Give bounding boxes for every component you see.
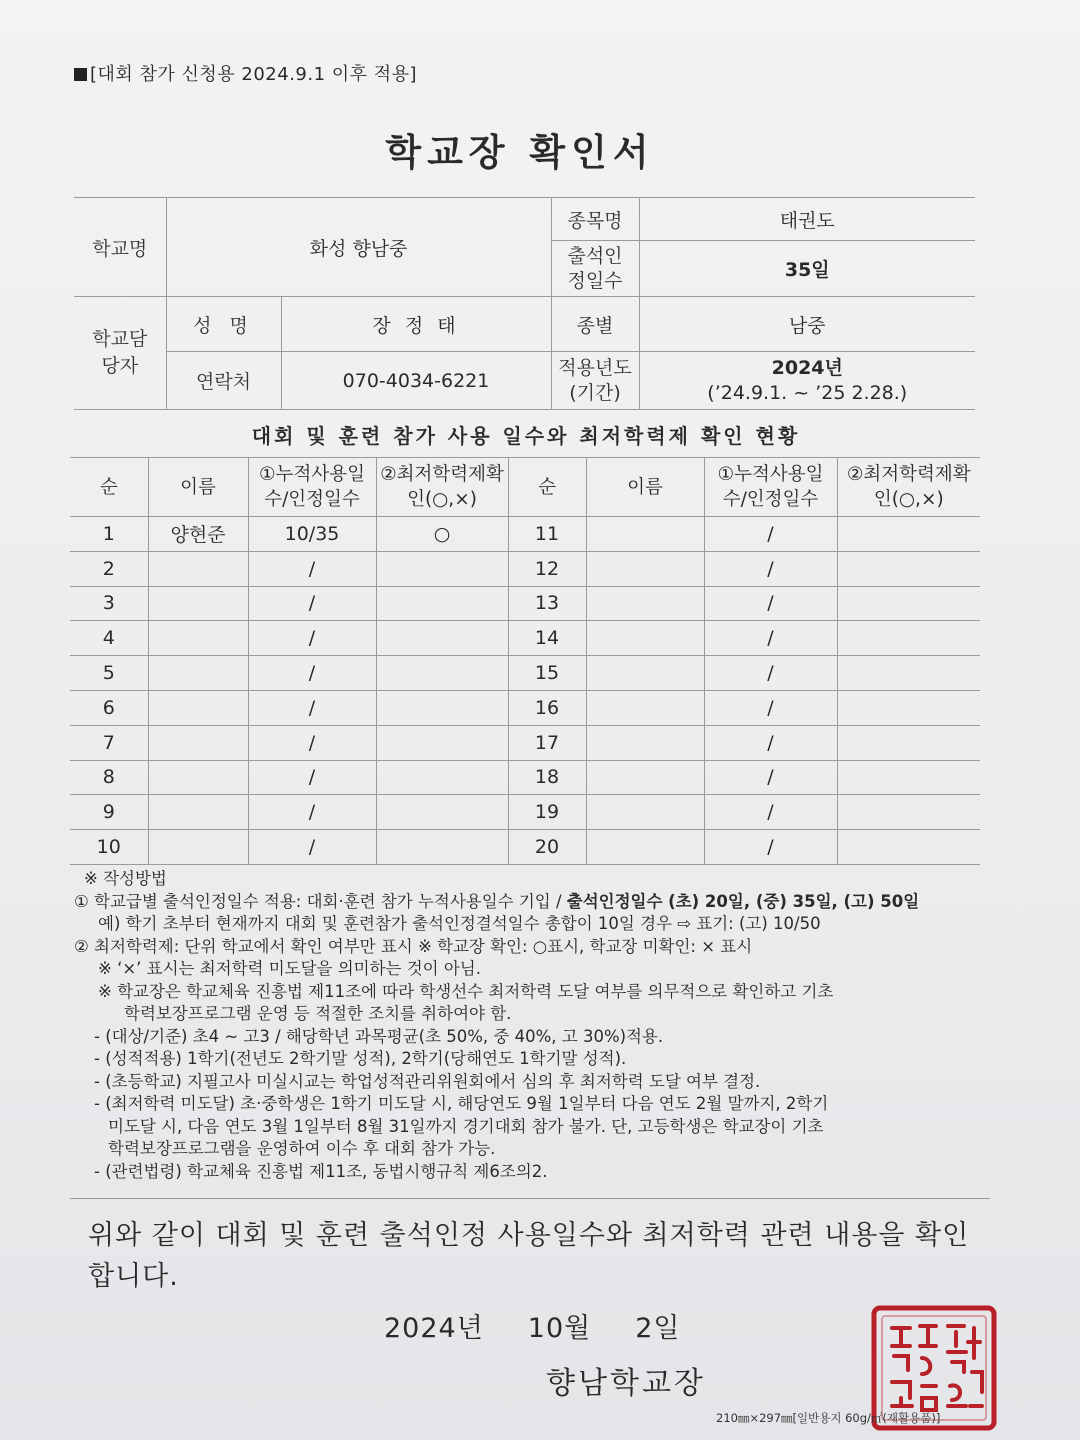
participant-table [70,457,980,865]
row-no: 17 [508,725,586,760]
row-usage: / [704,551,837,586]
table-row [70,517,980,552]
row-usage: / [704,690,837,725]
school-value: 화성 향남중 [166,198,551,297]
row-no: 4 [70,621,148,656]
row-name [586,517,704,552]
attendance-value: 35일 [639,241,975,297]
sport-value: 태권도 [639,198,975,241]
row-name [148,725,248,760]
note-2b: ※ 학교장은 학교체육 진흥법 제11조에 따라 학생선수 최저학력 도달 여부를 의무적으로 확인하고 기초 [98,981,834,1001]
header-note-text: [대회 참가 신청용 2024.9.1 이후 적용] [90,64,418,85]
name-value: 장 정 태 [281,297,551,352]
header-no-left: 순 [70,458,148,517]
row-no: 8 [70,760,148,795]
date-year: 2024년 [384,1313,484,1344]
header-usage-left: ①누적사용일수/인정일수 [248,458,376,517]
note-d4-cont2: 학력보장프로그램을 운영하여 이수 후 대회 참가 가능. [108,1139,496,1158]
row-no: 15 [508,656,586,691]
row-usage: / [704,795,837,830]
note-2: ② 최저학력제: 단위 학교에서 확인 여부만 표시 ※ 학교장 확인: ○표시, 학교장 미확인: × 표시 [74,936,753,956]
table-row [70,725,980,760]
note-2b-cont: 학력보장프로그램 운영 등 적절한 조치를 취하여야 함. [124,1004,512,1023]
table-row [70,830,980,865]
page-title: 학교장 확인서 [385,131,655,174]
row-check [376,551,508,586]
note-d4: - (최저학력 미도달) 초·중학생은 1학기 미도달 시, 해당연도 9월 1일부터 다음 연도 2월 말까지, 2학기 [94,1094,829,1113]
row-name [586,690,704,725]
table-row [70,586,980,621]
row-no: 5 [70,656,148,691]
year-value: 2024년 [771,356,843,379]
period-value: (’24.9.1. ~ ’25 2.28.) [707,381,908,404]
category-value: 남중 [639,297,975,352]
note-d1: - (대상/기준) 초4 ~ 고3 / 해당학년 과목평균(초 50%, 중 40%, 고 30%)적용. [94,1026,664,1046]
row-name [586,830,704,865]
row-name [148,830,248,865]
row-name [586,656,704,691]
row-name [148,586,248,621]
date-line [384,1306,725,1345]
row-check [376,690,508,725]
row-usage: / [704,830,837,865]
row-usage: / [248,725,376,760]
school-label: 학교명 [74,198,166,297]
row-name [586,795,704,830]
table-header-row [70,458,980,517]
row-no: 10 [70,830,148,865]
row-usage: / [248,586,376,621]
row-check [376,656,508,691]
row-no: 2 [70,551,148,586]
row-no: 13 [508,586,586,621]
row-usage: / [704,621,837,656]
row-check [837,551,980,586]
divider [70,1198,990,1199]
row-usage: / [248,690,376,725]
row-no: 14 [508,621,586,656]
row-check [837,621,980,656]
row-name [148,690,248,725]
row-no: 12 [508,551,586,586]
note-1-bold: 출석인정일수 (초) 20일, (중) 35일, (고) 50일 [566,891,920,911]
header-usage-right: ①누적사용일수/인정일수 [704,458,837,517]
row-usage: / [704,656,837,691]
row-check [837,795,980,830]
row-check: ○ [376,517,508,552]
header-note [74,60,417,86]
row-name [148,656,248,691]
row-no: 18 [508,760,586,795]
row-usage: / [248,795,376,830]
row-name [586,586,704,621]
table-row [70,690,980,725]
header-check-right: ②최저학력제확인(○,×) [837,458,980,517]
sport-label: 종목명 [551,198,639,241]
row-no: 16 [508,690,586,725]
note-2a: ※ ‘×’ 표시는 최저학력 미도달을 의미하는 것이 아님. [98,959,481,978]
row-check [837,690,980,725]
row-usage: / [704,586,837,621]
row-check [376,795,508,830]
contact-label: 연락처 [166,352,281,410]
row-no: 19 [508,795,586,830]
row-name [148,551,248,586]
notes-section [74,868,994,1183]
table-body [70,517,980,865]
section-title: 대회 및 훈련 참가 사용 일수와 최저학력제 확인 현황 [251,424,801,448]
contact-value: 070-4034-6221 [281,352,551,410]
note-1: ① 학교급별 출석인정일수 적용: 대회·훈련 참가 누적사용일수 기입 / 출석인정일수 (초) 20일, (중) 35일, (고) 50일 [74,891,920,911]
footer-paper-spec: 210㎜×297㎜[일반용지 60g/㎡(재활용품)] [716,1411,941,1425]
row-no: 3 [70,586,148,621]
row-usage: / [248,830,376,865]
row-name [586,551,704,586]
note-d3: - (초등학교) 지필고사 미실시교는 학업성적관리위원회에서 심의 후 최저학력 도달 여부 결정. [94,1071,761,1091]
date-month: 10월 [527,1313,592,1344]
confirmation-text: 위와 같이 대회 및 훈련 출석인정 사용일수와 최저학력 관련 내용을 확인합니다. [88,1220,970,1292]
row-check [837,760,980,795]
table-row [70,551,980,586]
note-d5: - (관련법령) 학교체육 진흥법 제11조, 동법시행규칙 제6조의2. [94,1161,548,1181]
header-no-right: 순 [508,458,586,517]
row-usage: / [248,656,376,691]
row-usage: / [704,760,837,795]
header-check-left: ②최저학력제확인(○,×) [376,458,508,517]
category-label: 종별 [551,297,639,352]
table-row [70,760,980,795]
row-check [376,725,508,760]
notes-heading: ※ 작성방법 [84,869,167,888]
row-no: 6 [70,690,148,725]
row-usage: 10/35 [248,517,376,552]
row-usage: / [704,517,837,552]
row-check [376,621,508,656]
header-name-right: 이름 [586,458,704,517]
row-name: 양현준 [148,517,248,552]
attendance-label: 출석인정일수 [551,241,639,297]
note-1-example: 예) 학기 초부터 현재까지 대회 및 훈련참가 출석인정결석일수 총합이 10일 경우 ⇨ 표기: (고) 10/50 [98,914,821,933]
row-no: 7 [70,725,148,760]
row-check [837,586,980,621]
info-table [74,197,975,410]
row-name [148,760,248,795]
row-usage: / [248,760,376,795]
year-value-cell [639,352,975,410]
row-no: 1 [70,517,148,552]
note-d2: - (성적적용) 1학기(전년도 2학기말 성적), 2학기(당해연도 1학기말 성적). [94,1049,627,1068]
row-check [837,517,980,552]
row-no: 11 [508,517,586,552]
row-name [148,621,248,656]
table-row [70,656,980,691]
signer-name: 향남학교장 [546,1366,706,1401]
table-row [70,795,980,830]
manager-label: 학교담당자 [74,297,166,410]
row-name [586,725,704,760]
date-day: 2일 [635,1313,681,1344]
row-name [586,621,704,656]
row-usage: / [248,551,376,586]
row-name [148,795,248,830]
row-check [837,830,980,865]
square-bullet-icon [74,68,87,81]
row-check [376,586,508,621]
table-row [70,621,980,656]
row-check [376,830,508,865]
row-no: 9 [70,795,148,830]
row-check [376,760,508,795]
note-d4-cont1: 미도달 시, 다음 연도 3월 1일부터 8월 31일까지 경기대회 참가 불가. 단, 고등학생은 학교장이 기초 [108,1116,824,1136]
row-no: 20 [508,830,586,865]
name-label: 성 명 [166,297,281,352]
year-label: 적용년도(기간) [551,352,639,410]
row-name [586,760,704,795]
row-check [837,725,980,760]
row-check [837,656,980,691]
row-usage: / [248,621,376,656]
header-name-left: 이름 [148,458,248,517]
row-usage: / [704,725,837,760]
